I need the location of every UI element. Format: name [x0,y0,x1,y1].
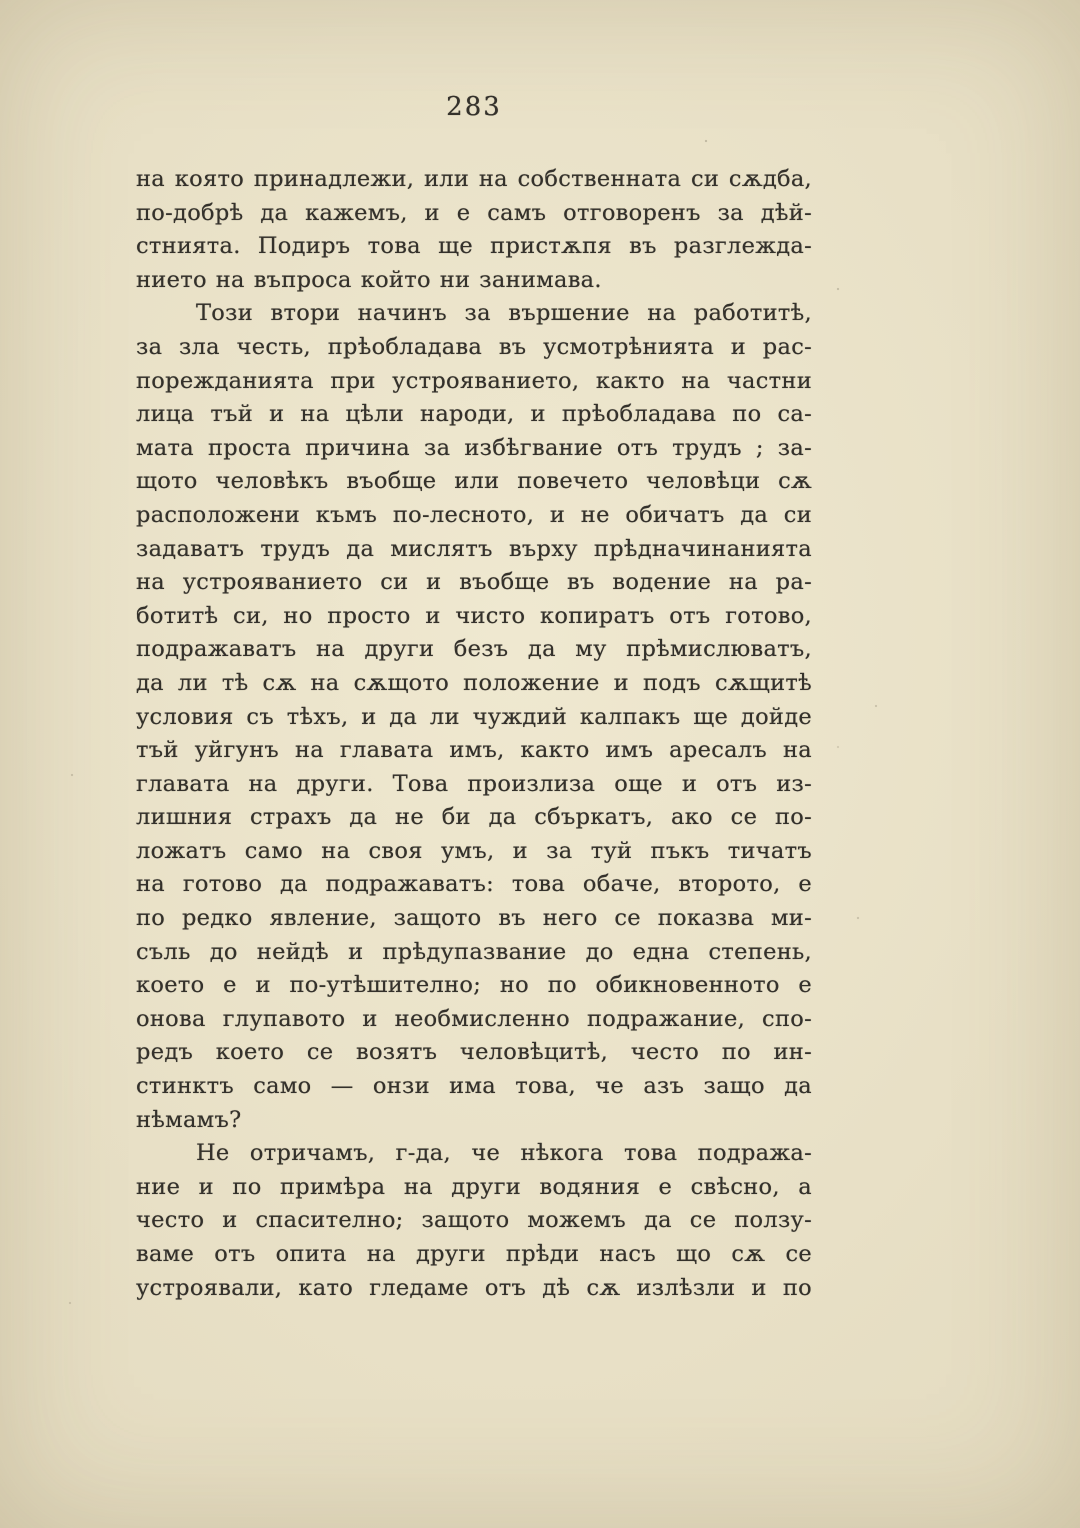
text-line: условия съ тѣхъ, и да ли чуждий калпакъ ще дойде [136,703,812,730]
text-line: нието на въпроса който ни занимава. [136,266,602,293]
text-line: мата проста причина за избѣгвание отъ трудъ ; за- [136,434,812,461]
text-line: онова глупавото и необмисленно подражание, спо- [136,1005,812,1032]
page-text [136,163,812,1305]
text-line: ботитѣ си, но просто и чисто копиратъ отъ готово, [136,602,812,629]
text-line: лица тъй и на цѣли народи, и прѣобладава по са- [136,401,812,428]
text-line: за зла честь, прѣобладава въ усмотрѣнията и рас- [136,333,812,360]
text-line: лишния страхъ да не би да сбъркатъ, ако се по- [136,804,812,831]
text-line: подражаватъ на други безъ да му прѣмислюватъ, [136,636,812,663]
text-line: задаватъ трудъ да мислятъ върху прѣдначинанията [136,535,812,562]
paragraph [136,163,812,297]
text-line: порежданията при устрояванието, както на частни [136,367,812,394]
text-line: главата на други. Това произлиза още и отъ из- [136,770,812,797]
text-line: по-добрѣ да кажемъ, и е самъ отговоренъ за дѣй- [136,199,812,226]
text-line: щото человѣкъ въобще или повечето человѣци сѫ [136,468,812,495]
text-line: Този втори начинъ за вършение на работитѣ, [196,300,812,327]
text-line: ваме отъ опита на други прѣди насъ що сѫ се [136,1241,812,1267]
text-line: по редко явление, защото въ него се показва ми- [136,905,812,932]
text-line: редъ което се возятъ человѣцитѣ, често по ин- [136,1039,812,1066]
paragraph [136,297,812,1137]
text-line: Не отричамъ, г-да, че нѣкога това подража- [196,1140,812,1167]
text-line: съль до нейдѣ и прѣдупазвание до една степень, [136,938,812,965]
text-line: ние и по примѣра на други водяния е свѣсно, а [136,1173,812,1200]
text-line: нѣмамъ? [136,1106,242,1133]
text-line: устроявали, като гледаме отъ дѣ сѫ излѣзли и по [136,1274,812,1301]
text-line: тъй уйгунъ на главата имъ, както имъ аресалъ на [136,737,812,764]
text-line: на която принадлежи, или на собственната си сѫдба, [136,166,812,192]
text-line: расположени къмъ по-лесното, и не обичатъ да си [136,501,812,528]
text-line: което е и по-утѣшително; но по обикновенното е [136,972,812,999]
paragraph [136,1137,812,1305]
text-line: на готово да подражаватъ: това обаче, второто, е [136,871,812,898]
page-number: 283 [446,92,502,122]
text-line: да ли тѣ сѫ на сѫщото положение и подъ сѫщитѣ [136,669,812,696]
text-line: стинктъ само — онзи има това, че азъ защо да [136,1073,812,1100]
text-line: ложатъ само на своя умъ, и за туй пъкъ тичатъ [136,837,812,864]
text-line: на устрояванието си и въобще въ водение на ра- [136,569,812,596]
text-line: често и спасително; защото можемъ да се ползу- [136,1207,812,1234]
text-line: стнията. Подиръ това ще пристѫпя въ разглежда- [136,233,812,260]
